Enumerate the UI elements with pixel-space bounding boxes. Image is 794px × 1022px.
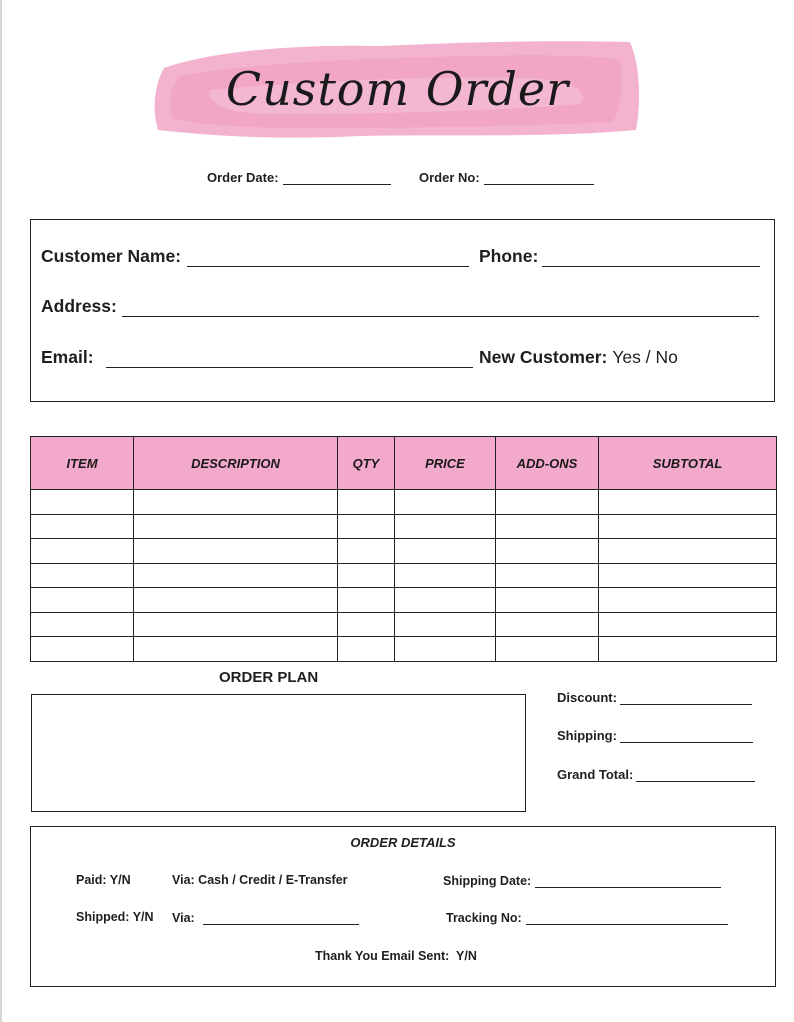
- customer-name-line[interactable]: [187, 250, 469, 267]
- shipped-label: Shipped: Y/N: [76, 910, 154, 924]
- order-no-label: Order No:: [419, 170, 480, 185]
- grand-total-field[interactable]: [557, 767, 755, 782]
- cell-qty[interactable]: [338, 563, 395, 588]
- email-label: Email:: [41, 347, 94, 367]
- col-qty: QTY: [338, 437, 395, 490]
- shipping-label: Shipping:: [557, 728, 617, 743]
- cell-qty[interactable]: [338, 490, 395, 515]
- shipping-date-label: Shipping Date:: [443, 874, 532, 888]
- new-customer-field[interactable]: [479, 347, 678, 368]
- thank-you-email-label: Thank You Email Sent: Y/N: [315, 949, 477, 963]
- cell-qty[interactable]: [338, 539, 395, 564]
- payment-via-label: Via: Cash / Credit / E-Transfer: [172, 873, 348, 887]
- table-row: [31, 490, 777, 515]
- cell-subtotal[interactable]: [599, 563, 777, 588]
- cell-price[interactable]: [395, 514, 496, 539]
- col-description: DESCRIPTION: [134, 437, 338, 490]
- cell-add-ons[interactable]: [496, 612, 599, 637]
- table-row: [31, 514, 777, 539]
- col-item: ITEM: [31, 437, 134, 490]
- address-label: Address:: [41, 296, 117, 316]
- cell-subtotal[interactable]: [599, 539, 777, 564]
- table-header-row: [31, 437, 777, 490]
- shipped-via-label: Via:: [172, 911, 195, 925]
- order-no-line[interactable]: [484, 170, 594, 185]
- cell-price[interactable]: [395, 612, 496, 637]
- table-row: [31, 637, 777, 662]
- shipping-date-line[interactable]: [535, 873, 721, 888]
- cell-subtotal[interactable]: [599, 637, 777, 662]
- title-banner: [150, 30, 645, 148]
- page-title: Custom Order: [225, 62, 570, 116]
- grand-total-label: Grand Total:: [557, 767, 634, 782]
- discount-field[interactable]: [557, 690, 752, 705]
- customer-name-field[interactable]: [41, 246, 469, 267]
- cell-add-ons[interactable]: [496, 637, 599, 662]
- new-customer-options[interactable]: Yes / No: [612, 347, 678, 367]
- address-field[interactable]: [41, 296, 759, 317]
- order-plan-box[interactable]: [31, 694, 526, 812]
- col-subtotal: SUBTOTAL: [599, 437, 777, 490]
- cell-price[interactable]: [395, 563, 496, 588]
- cell-item[interactable]: [31, 514, 134, 539]
- cell-subtotal[interactable]: [599, 588, 777, 613]
- order-plan-label: ORDER PLAN: [219, 669, 319, 686]
- cell-qty[interactable]: [338, 637, 395, 662]
- cell-price[interactable]: [395, 588, 496, 613]
- cell-item[interactable]: [31, 563, 134, 588]
- table-row: [31, 612, 777, 637]
- order-meta: [0, 170, 794, 192]
- cell-price[interactable]: [395, 637, 496, 662]
- cell-add-ons[interactable]: [496, 539, 599, 564]
- cell-description[interactable]: [134, 514, 338, 539]
- cell-description[interactable]: [134, 563, 338, 588]
- cell-description[interactable]: [134, 612, 338, 637]
- new-customer-label: New Customer:: [479, 347, 608, 367]
- cell-subtotal[interactable]: [599, 514, 777, 539]
- table-row: [31, 539, 777, 564]
- cell-qty[interactable]: [338, 612, 395, 637]
- cell-item[interactable]: [31, 637, 134, 662]
- cell-add-ons[interactable]: [496, 588, 599, 613]
- thank-you-email-field[interactable]: [315, 949, 477, 963]
- page-edge: [0, 0, 2, 1022]
- tracking-no-field[interactable]: [446, 910, 728, 925]
- email-field[interactable]: [41, 347, 473, 368]
- discount-line[interactable]: [620, 690, 752, 705]
- shipping-field[interactable]: [557, 728, 753, 743]
- cell-add-ons[interactable]: [496, 563, 599, 588]
- tracking-no-line[interactable]: [526, 910, 728, 925]
- order-details-title: ORDER DETAILS: [350, 835, 456, 850]
- order-details-box: [30, 826, 776, 987]
- phone-line[interactable]: [542, 250, 760, 267]
- cell-description[interactable]: [134, 637, 338, 662]
- order-no-field[interactable]: [419, 170, 594, 185]
- cell-add-ons[interactable]: [496, 490, 599, 515]
- order-date-label: Order Date:: [207, 170, 279, 185]
- table-row: [31, 563, 777, 588]
- customer-info-box: [30, 219, 775, 402]
- shipping-line[interactable]: [620, 728, 753, 743]
- items-table: [30, 436, 777, 662]
- cell-subtotal[interactable]: [599, 612, 777, 637]
- shipped-via-field[interactable]: [172, 910, 359, 925]
- cell-qty[interactable]: [338, 514, 395, 539]
- customer-name-label: Customer Name:: [41, 246, 182, 266]
- cell-item[interactable]: [31, 539, 134, 564]
- cell-subtotal[interactable]: [599, 490, 777, 515]
- phone-label: Phone:: [479, 246, 539, 266]
- order-date-field[interactable]: [207, 170, 391, 185]
- cell-add-ons[interactable]: [496, 514, 599, 539]
- cell-item[interactable]: [31, 612, 134, 637]
- payment-via-field[interactable]: [172, 873, 348, 887]
- cell-price[interactable]: [395, 539, 496, 564]
- col-add-ons: ADD-ONS: [496, 437, 599, 490]
- shipped-via-line[interactable]: [203, 910, 359, 925]
- table-row: [31, 588, 777, 613]
- cell-qty[interactable]: [338, 588, 395, 613]
- paid-field[interactable]: [76, 873, 131, 887]
- cell-price[interactable]: [395, 490, 496, 515]
- grand-total-line[interactable]: [636, 767, 755, 782]
- cell-item[interactable]: [31, 490, 134, 515]
- shipped-field[interactable]: [76, 910, 154, 924]
- phone-field[interactable]: [479, 246, 760, 267]
- cell-description[interactable]: [134, 539, 338, 564]
- email-line[interactable]: [106, 351, 473, 368]
- address-line[interactable]: [122, 300, 759, 317]
- order-date-line[interactable]: [283, 170, 391, 185]
- tracking-no-label: Tracking No:: [446, 911, 522, 925]
- discount-label: Discount:: [557, 690, 617, 705]
- shipping-date-field[interactable]: [443, 873, 721, 888]
- cell-description[interactable]: [134, 490, 338, 515]
- cell-item[interactable]: [31, 588, 134, 613]
- col-price: PRICE: [395, 437, 496, 490]
- cell-description[interactable]: [134, 588, 338, 613]
- paid-label: Paid: Y/N: [76, 873, 131, 887]
